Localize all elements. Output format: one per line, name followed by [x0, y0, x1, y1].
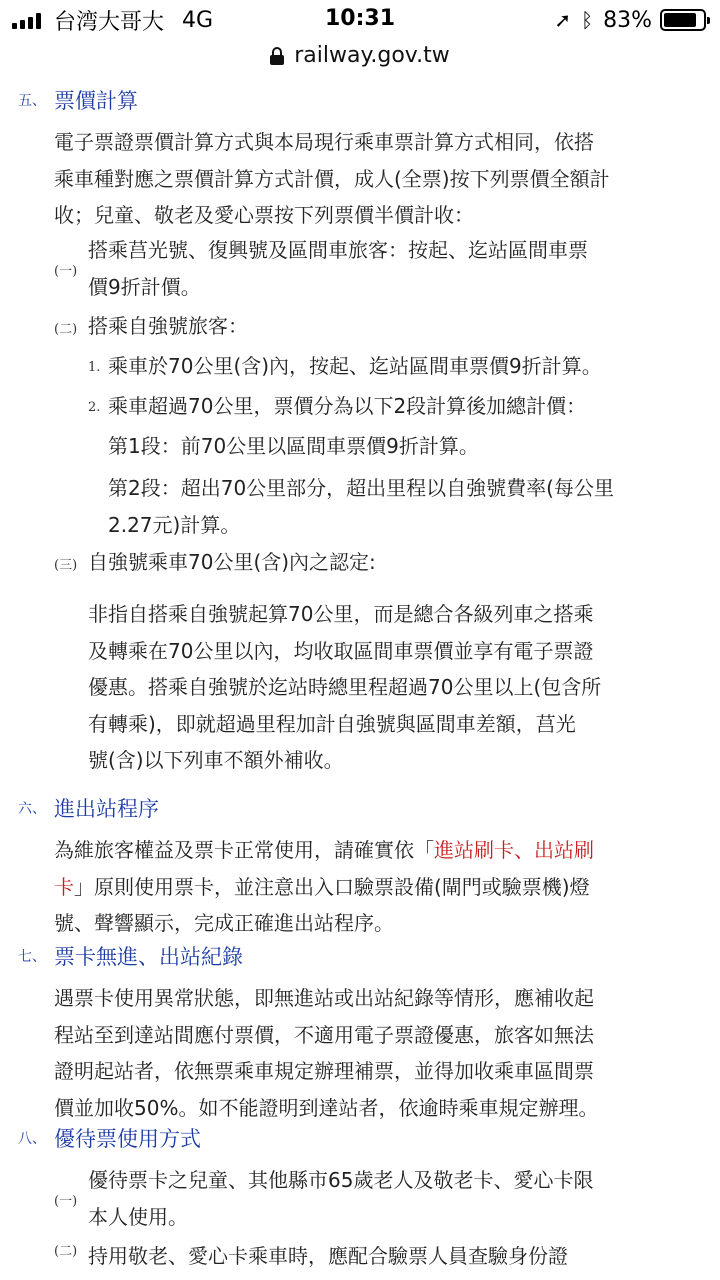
- section-6-body: [54, 832, 594, 942]
- text-segment: 」原則使用票卡，並注意出入口驗票設備(閘門或驗票機)燈: [74, 874, 590, 899]
- section-5-number: 五、: [18, 93, 46, 109]
- item-5-1-number: (一): [54, 264, 78, 279]
- section-6-heading: [18, 790, 159, 826]
- battery-percent: 83%: [603, 7, 652, 33]
- text-line: 證明起站者，依無票乘車規定辦理補票，並得加收乘車區間票: [54, 1059, 594, 1083]
- text-line: 優惠。搭乘自強號於迄站時總里程超過70公里以上(包含所: [88, 675, 602, 699]
- text-line: [54, 869, 594, 906]
- item-5-2-1-number: 1.: [88, 360, 101, 375]
- url-text[interactable]: railway.gov.tw: [294, 42, 450, 68]
- section-8-title: 優待票使用方式: [54, 1127, 201, 1151]
- section-7-body: [54, 980, 598, 1126]
- text-line: 非指自搭乘自強號起算70公里，而是總合各級列車之搭乘: [88, 602, 594, 626]
- item-5-3-text: 自強號乘車70公里(含)內之認定:: [88, 550, 376, 574]
- text-line: 號、聲響顯示，完成正確進出站程序。: [54, 911, 394, 935]
- item-5-2-number: (二): [54, 322, 78, 337]
- item-8-1-number: (一): [54, 1194, 78, 1209]
- section-8-heading: [18, 1120, 201, 1156]
- text-line: 遇票卡使用異常狀態，即無進站或出站紀錄等情形，應補收起: [54, 986, 594, 1010]
- battery-fill: [664, 13, 696, 27]
- text-line: 電子票證票價計算方式與本局現行乘車票計算方式相同，依搭: [54, 130, 594, 154]
- status-bar: [0, 0, 720, 40]
- text-line: [54, 832, 594, 869]
- lock-icon: [270, 47, 284, 65]
- text-line: 收；兒童、敬老及愛心票按下列票價半價計收：: [54, 203, 474, 227]
- network-type: 4G: [182, 7, 214, 33]
- text-line: 優待票卡之兒童、其他縣市65歲老人及敬老卡、愛心卡限: [88, 1168, 594, 1192]
- status-right: [544, 6, 706, 34]
- item-8-2-number: (二): [54, 1244, 78, 1259]
- location-arrow-icon: ➚: [554, 8, 572, 32]
- item-5-2-1-text: 乘車於70公里(含)內，按起、迄站區間車票價9折計算。: [108, 354, 602, 378]
- text-line: 有轉乘)，即就超過里程加計自強號與區間車差額，莒光: [88, 711, 576, 736]
- text-line: 本人使用。: [88, 1204, 188, 1229]
- clock: 10:31: [324, 6, 396, 31]
- section-7-heading: [18, 938, 243, 974]
- section-7-number: 七、: [18, 949, 46, 965]
- highlight-text: 卡: [54, 874, 74, 899]
- item-5-2-2-text: 乘車超過70公里，票價分為以下2段計算後加總計價：: [108, 394, 587, 418]
- section-8-number: 八、: [18, 1131, 46, 1147]
- text-line: 乘車種對應之票價計算方式計價，成人(全票)按下列票價全額計: [54, 166, 610, 191]
- section-6-title: 進出站程序: [54, 797, 159, 821]
- item-8-2-text: 持用敬老、愛心卡乘車時，應配合驗票人員查驗身份證: [88, 1244, 568, 1268]
- text-segment: 為維旅客權益及票卡正常使用，請確實依「: [54, 838, 434, 862]
- text-line: 號(含)以下列車不額外補收。: [88, 748, 344, 772]
- highlight-text: 進站刷卡、出站刷: [434, 838, 594, 862]
- item-5-3-detail: [88, 596, 601, 779]
- text-line: 價並加收50%。如不能證明到達站者，依逾時乘車規定辦理。: [54, 1095, 599, 1120]
- segment-2-text: [108, 470, 614, 543]
- text-line: 及轉乘在70公里以內，均收取區間車票價並享有電子票證: [88, 638, 594, 663]
- section-5-title: 票價計算: [54, 89, 138, 113]
- battery-icon: [660, 9, 706, 31]
- text-line: 2.27元)計算。: [108, 512, 241, 537]
- section-5-heading: [18, 82, 138, 118]
- address-bar[interactable]: [0, 38, 720, 72]
- item-5-3-number: (三): [54, 558, 78, 573]
- section-5-intro: [54, 124, 610, 234]
- section-7-title: 票卡無進、出站紀錄: [54, 945, 243, 969]
- item-5-2-2-number: 2.: [88, 400, 101, 415]
- text-line: 搭乘莒光號、復興號及區間車旅客：按起、迄站區間車票: [88, 238, 588, 262]
- item-8-1-text: [88, 1162, 593, 1235]
- segment-1-text: 第1段：前70公里以區間車票價9折計算。: [108, 434, 479, 458]
- text-line: 價9折計價。: [88, 274, 201, 299]
- text-line: 第2段：超出70公里部分，超出里程以自強號費率(每公里: [108, 476, 614, 500]
- carrier-name: 台湾大哥大: [54, 9, 165, 35]
- item-5-2-text: 搭乘自強號旅客：: [88, 314, 248, 338]
- text-line: 程站至到達站間應付票價，不適用電子票證優惠，旅客如無法: [54, 1022, 594, 1047]
- section-6-number: 六、: [18, 801, 46, 817]
- bluetooth-icon: ᛒ: [581, 8, 594, 32]
- item-5-1-text: [88, 232, 588, 305]
